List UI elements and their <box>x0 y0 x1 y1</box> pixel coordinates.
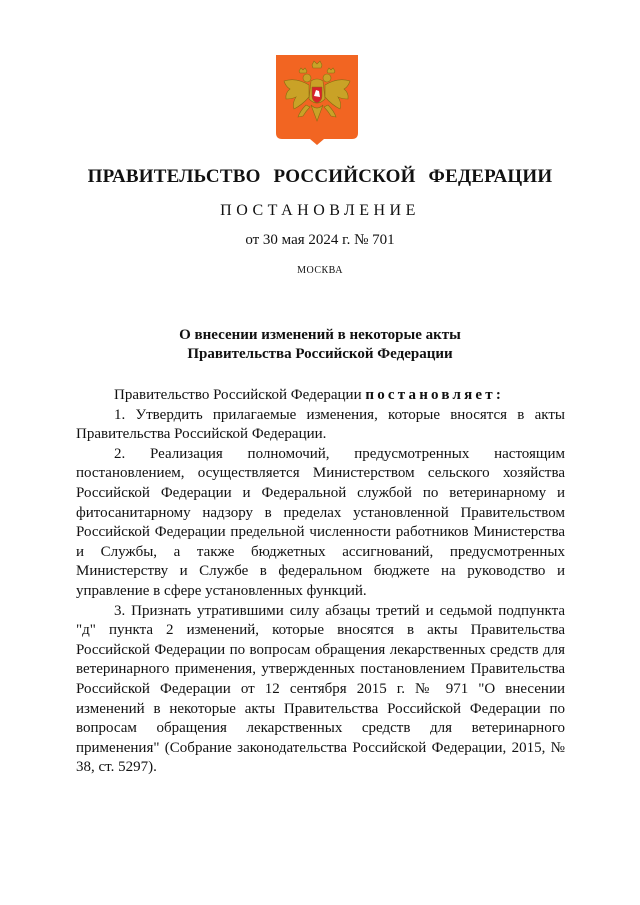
paragraph-3: 3. Признать утратившими силу абзацы третий и седьмой подпункта "д" пункта 2 изменений, которые вносятся в акты Правительства Российской Федерации по вопросам обращения лекарственных средств для ветеринарного применения, утвержденных постановлением Правительства Российской Федерации от 12 сентября 2015 г. № 971 "О внесении изменений в некоторые акты Правительства Российской Федерации по вопросам обращения лекарственных средств для ветеринарного применения" (Собрание законодательства Российской Федерации, 2015, № 38, ст. 5297). <box>76 602 565 776</box>
document-subject <box>0 326 640 364</box>
subject-line-1: О внесении изменений в некоторые акты <box>179 327 461 343</box>
document-date-number: от 30 мая 2024 г. № 701 <box>245 232 395 248</box>
intro-paragraph <box>76 386 565 406</box>
paragraph-2: 2. Реализация полномочий, предусмотренных настоящим постановлением, осуществляется Министерством сельского хозяйства Российской Федерации и Федеральной службой по ветеринарному и фитосанитарному надзору в пределах установленной Правительством Российской Федерации предельной численности работников Министерства и Службы, а также бюджетных ассигнований, предусмотренных Министерству и Службе в федеральном бюджете на руководство и управление в сфере установленных функций. <box>76 445 565 599</box>
paragraph-1: 1. Утвердить прилагаемые изменения, которые вносятся в акты Правительства Российской Федерации. <box>76 406 565 443</box>
coat-of-arms-icon <box>276 55 358 145</box>
subject-line-2: Правительства Российской Федерации <box>187 346 453 362</box>
intro-verb: постановляет: <box>365 387 505 403</box>
document-body <box>76 386 565 778</box>
government-title: ПРАВИТЕЛЬСТВО РОССИЙСКОЙ ФЕДЕРАЦИИ <box>87 166 553 187</box>
document-city: МОСКВА <box>297 265 343 276</box>
document-type: ПОСТАНОВЛЕНИЕ <box>220 202 420 219</box>
intro-text: Правительство Российской Федерации <box>114 387 366 403</box>
